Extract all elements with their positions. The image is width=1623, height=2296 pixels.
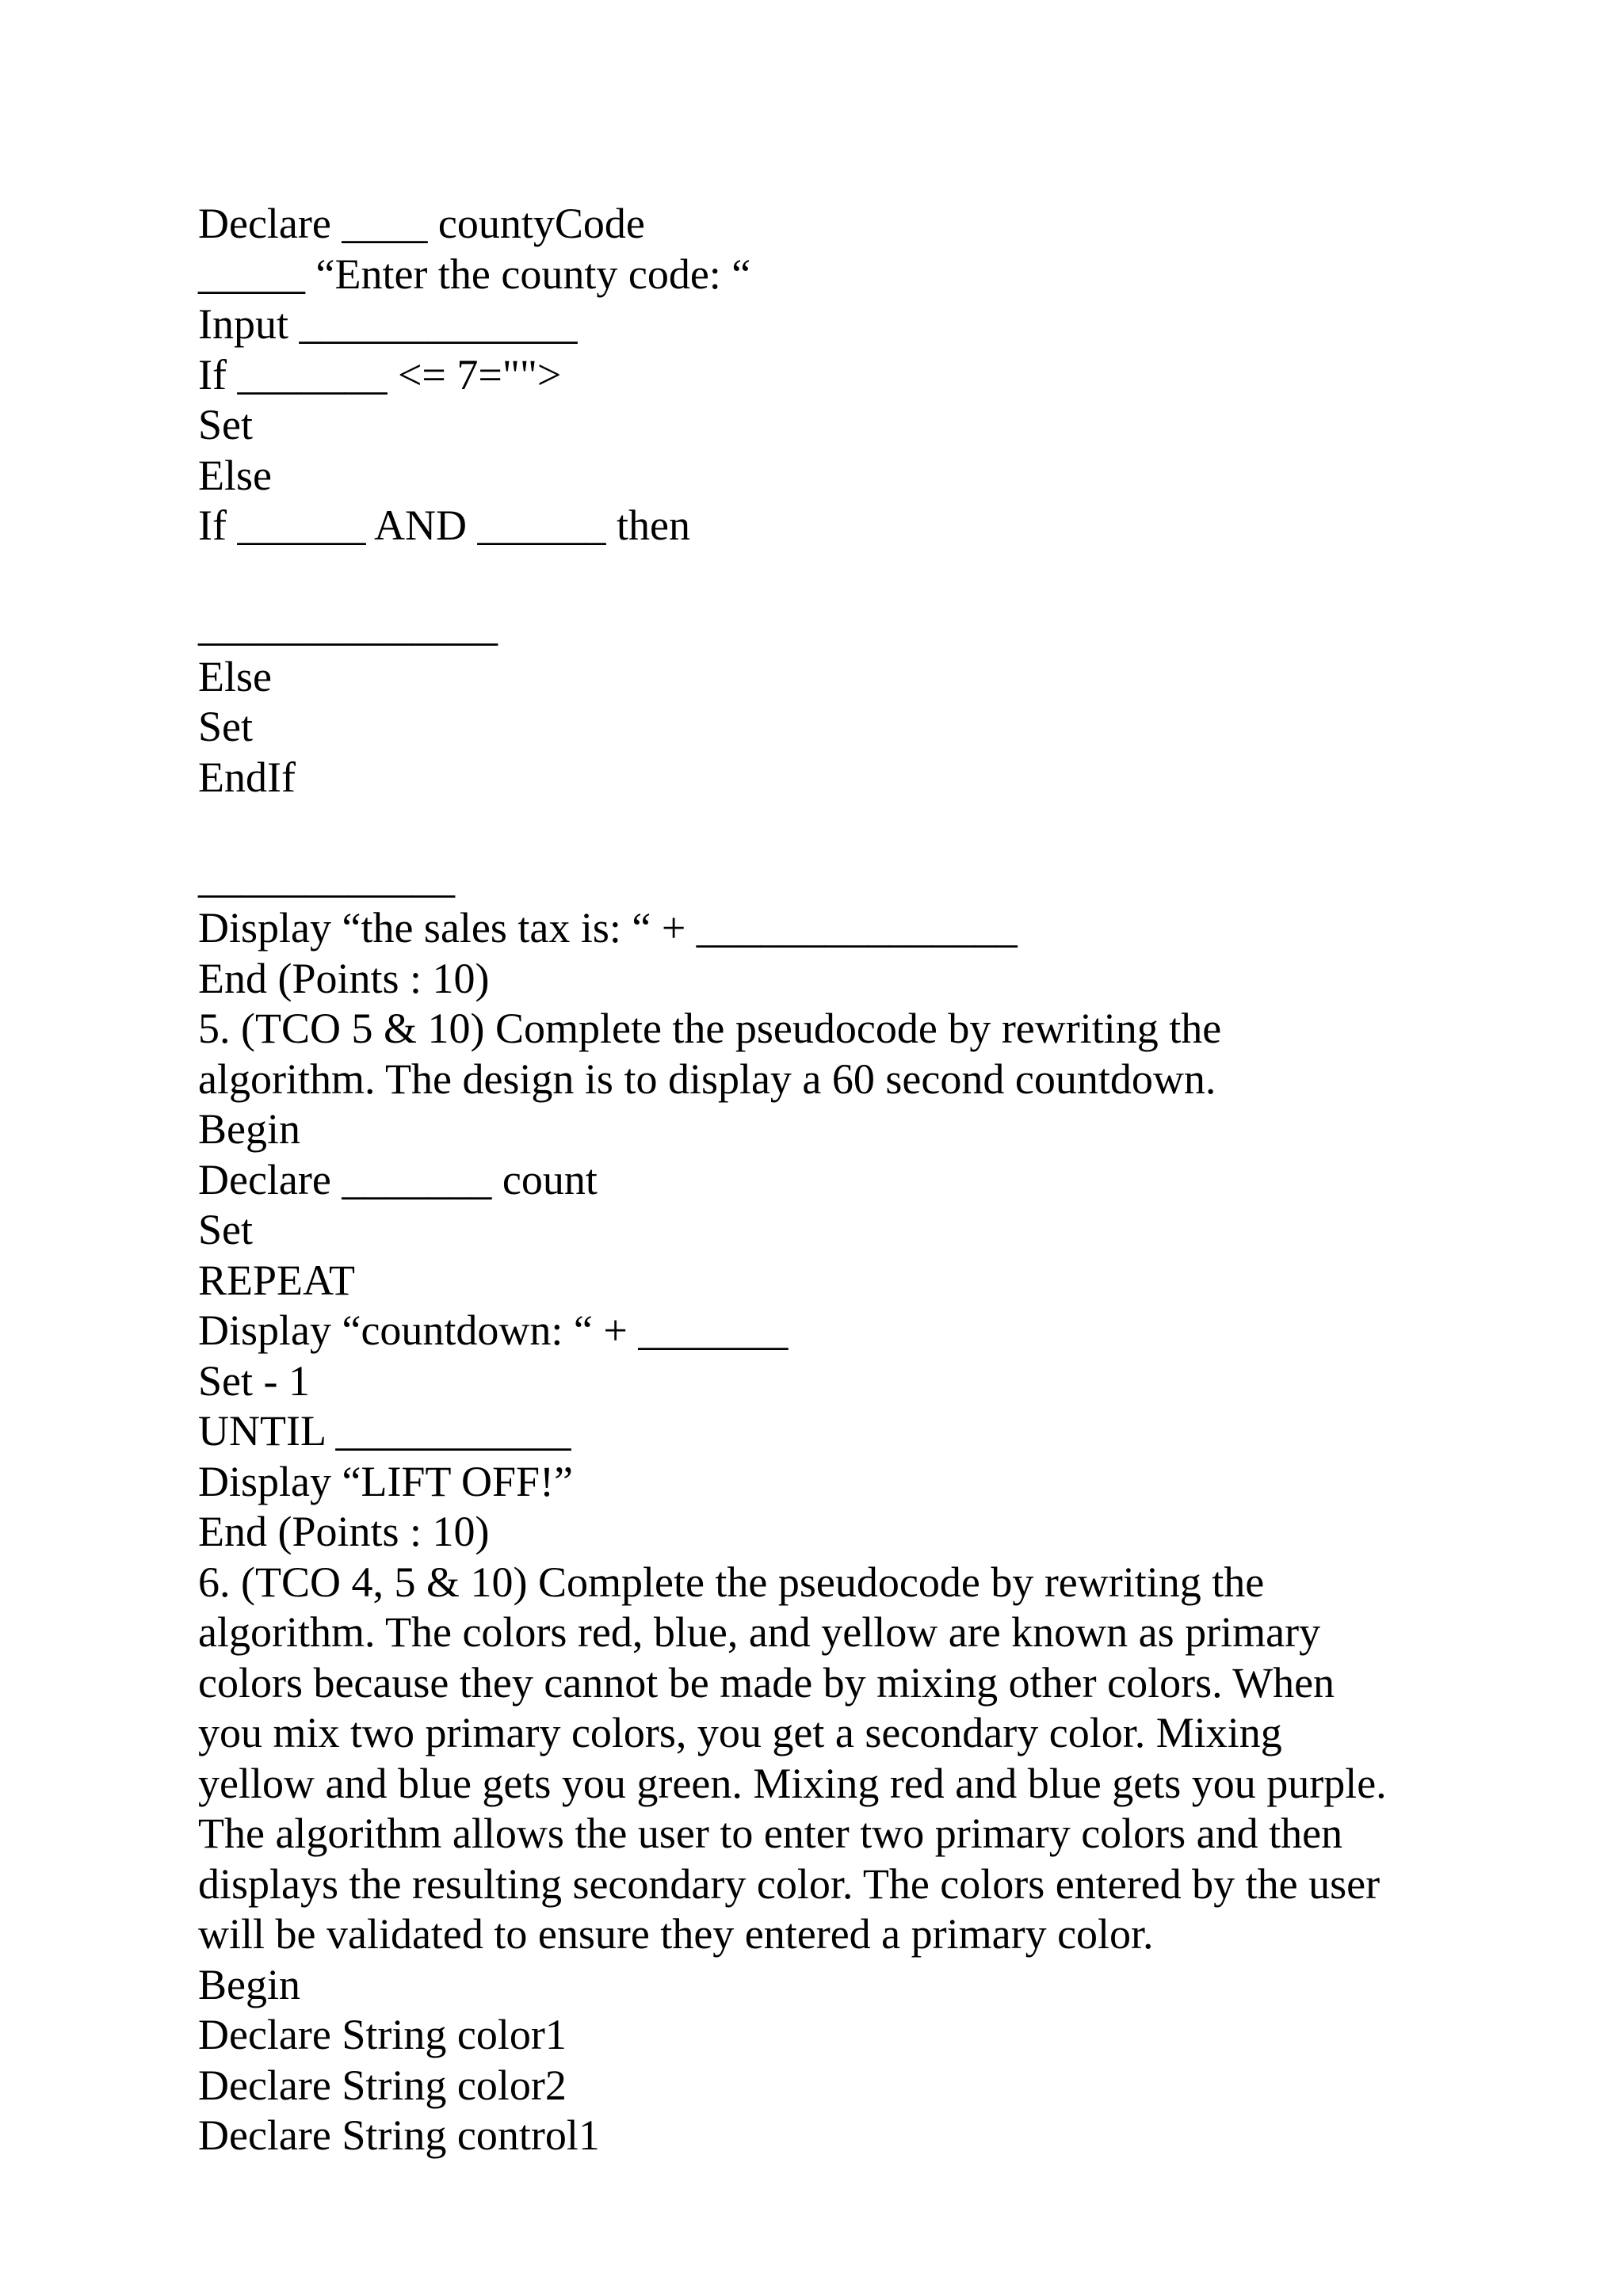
- code-line-begin: Begin: [198, 1960, 300, 2008]
- question-6-description: you mix two primary colors, you get a secondary color. Mixing: [198, 1709, 1282, 1756]
- code-line-else: Else: [198, 451, 272, 499]
- code-line-repeat: REPEAT: [198, 1256, 356, 1304]
- code-line-declare-color2: Declare String color2: [198, 2061, 567, 2109]
- code-line-display-countdown: Display “countdown: “ + _______: [198, 1306, 789, 1354]
- question-6-description: yellow and blue gets you green. Mixing red and blue gets you purple.: [198, 1759, 1387, 1807]
- code-line-declare-color1: Declare String color1: [198, 2011, 567, 2058]
- code-line-set: Set: [198, 703, 254, 750]
- question-6-description: displays the resulting secondary color. The colors entered by the user: [198, 1859, 1381, 1908]
- code-line-blank-underscore: ______________: [198, 602, 498, 650]
- code-line-blank: [198, 803, 1434, 853]
- code-line-display-sales-tax: Display “the sales tax is: “ + _______________: [198, 904, 1018, 952]
- code-line-declare-countycode: Declare ____ countyCode: [198, 200, 645, 247]
- code-line-end-points: End (Points : 10): [198, 954, 490, 1002]
- question-6-description: algorithm. The colors red, blue, and yellow are known as primary: [198, 1608, 1321, 1656]
- code-line-set: Set: [198, 1206, 254, 1253]
- question-6-description: will be validated to ensure they entered a primary color.: [198, 1910, 1154, 1958]
- code-line-display-lift-off: Display “LIFT OFF!”: [198, 1457, 573, 1505]
- code-line-begin: Begin: [198, 1105, 300, 1153]
- code-line-declare-control1: Declare String control1: [198, 2111, 600, 2159]
- question-5-heading: 5. (TCO 5 & 10) Complete the pseudocode by rewriting the: [198, 1005, 1222, 1052]
- code-line-set: Set: [198, 401, 254, 448]
- code-line-endif: EndIf: [198, 753, 296, 801]
- code-line-prompt-county-code: _____ “Enter the county code: “: [198, 250, 751, 298]
- question-5-description: algorithm. The design is to display a 60 second countdown.: [198, 1055, 1216, 1103]
- document-body: [198, 199, 1434, 2161]
- code-line-if-and-then: If ______ AND ______ then: [198, 502, 690, 549]
- code-line-if-less-equal: If _______ <= 7="">: [198, 350, 562, 399]
- code-line-set-decrement: Set - 1: [198, 1356, 310, 1405]
- question-6-description: The algorithm allows the user to enter two primary colors and then: [198, 1810, 1343, 1857]
- code-line-blank-underscore: ____________: [198, 853, 455, 902]
- code-line-until: UNTIL ___________: [198, 1407, 571, 1455]
- question-6-description: colors because they cannot be made by mixing other colors. When: [198, 1658, 1335, 1707]
- code-line-end-points: End (Points : 10): [198, 1508, 490, 1555]
- question-6-heading: 6. (TCO 4, 5 & 10) Complete the pseudocode by rewriting the: [198, 1558, 1265, 1606]
- code-line-input: Input _____________: [198, 300, 578, 348]
- code-line-else: Else: [198, 652, 272, 700]
- code-line-declare-count: Declare _______ count: [198, 1155, 598, 1203]
- code-line-blank: [198, 551, 1434, 602]
